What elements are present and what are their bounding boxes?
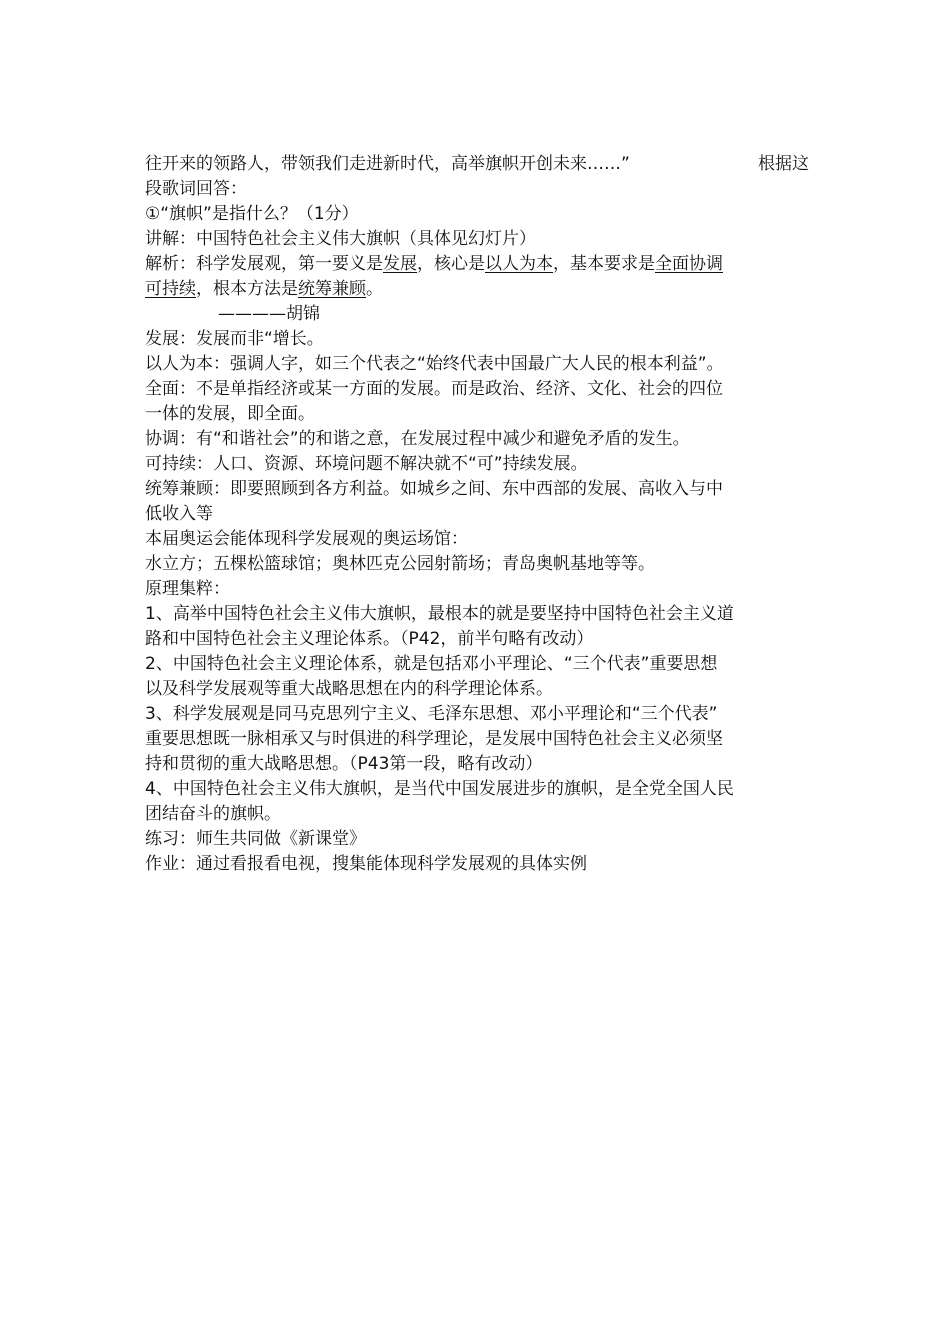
text-span: 解析：科学发展观，第一要义是: [145, 254, 383, 274]
question-lead: 根据这: [758, 154, 809, 174]
analysis-line: [145, 252, 809, 277]
text-line: 本届奥运会能体现科学发展观的奥运场馆：: [145, 529, 468, 549]
underlined-term: 可持续: [145, 279, 196, 299]
text-span: ，核心是: [417, 254, 485, 274]
underlined-term: 统筹兼顾: [298, 279, 366, 299]
analysis-line: [145, 277, 809, 302]
text-line: 以人为本：强调人字，如三个代表之“始终代表中国最广大人民的根本利益”。: [145, 354, 724, 374]
section-heading: 原理集粹：: [145, 579, 230, 599]
principle-line: 重要思想既一脉相承又与时俱进的科学理论，是发展中国特色社会主义必须坚: [145, 729, 723, 749]
document-body: [145, 152, 809, 877]
text-line: 可持续：人口、资源、环境问题不解决就不“可”持续发展。: [145, 454, 588, 474]
principle-line: 持和贯彻的重大战略思想。（P43第一段，略有改动）: [145, 754, 543, 774]
principle-line: 路和中国特色社会主义理论体系。（P42，前半句略有改动）: [145, 629, 594, 649]
text-line: 水立方；五棵松篮球馆；奥林匹克公园射箭场；青岛奥帆基地等等。: [145, 554, 655, 574]
text-line: 统筹兼顾：即要照顾到各方利益。如城乡之间、东中西部的发展、高收入与中: [145, 479, 723, 499]
principle-line: 以及科学发展观等重大战略思想在内的科学理论体系。: [145, 679, 553, 699]
attribution-line: ————胡锦: [218, 304, 320, 324]
explanation-line: 讲解：中国特色社会主义伟大旗帜（具体见幻灯片）: [145, 229, 536, 249]
principle-line: 2、中国特色社会主义理论体系，就是包括邓小平理论、“三个代表”重要思想: [145, 654, 718, 674]
principle-line: 1、高举中国特色社会主义伟大旗帜，最根本的就是要坚持中国特色社会主义道: [145, 604, 734, 624]
underlined-term: 全面协调: [655, 254, 723, 274]
underlined-term: 以人为本: [485, 254, 553, 274]
text-line: 全面：不是单指经济或某一方面的发展。而是政治、经济、文化、社会的四位: [145, 379, 723, 399]
exercise-line: 练习：师生共同做《新课堂》: [145, 829, 366, 849]
text-span: ，基本要求是: [553, 254, 655, 274]
text-line: 段歌词回答：: [145, 179, 247, 199]
underlined-term: 发展: [383, 254, 417, 274]
text-line: 发展：发展而非“增长。: [145, 329, 324, 349]
text-line: [145, 152, 809, 177]
principle-line: 3、科学发展观是同马克思列宁主义、毛泽东思想、邓小平理论和“三个代表”: [145, 704, 718, 724]
text-line: 低收入等: [145, 504, 213, 524]
text-span: ，根本方法是: [196, 279, 298, 299]
question-line: ①“旗帜”是指什么？（1分）: [145, 204, 359, 224]
lyric-ending: 往开来的领路人，带领我们走进新时代，高举旗帜开创未来……”: [145, 154, 630, 174]
text-line: 协调：有“和谐社会”的和谐之意，在发展过程中减少和避免矛盾的发生。: [145, 429, 690, 449]
text-span: 。: [366, 279, 383, 299]
principle-line: 4、中国特色社会主义伟大旗帜，是当代中国发展进步的旗帜，是全党全国人民: [145, 779, 734, 799]
text-line: 一体的发展，即全面。: [145, 404, 315, 424]
principle-line: 团结奋斗的旗帜。: [145, 804, 281, 824]
homework-line: 作业：通过看报看电视，搜集能体现科学发展观的具体实例: [145, 854, 587, 874]
